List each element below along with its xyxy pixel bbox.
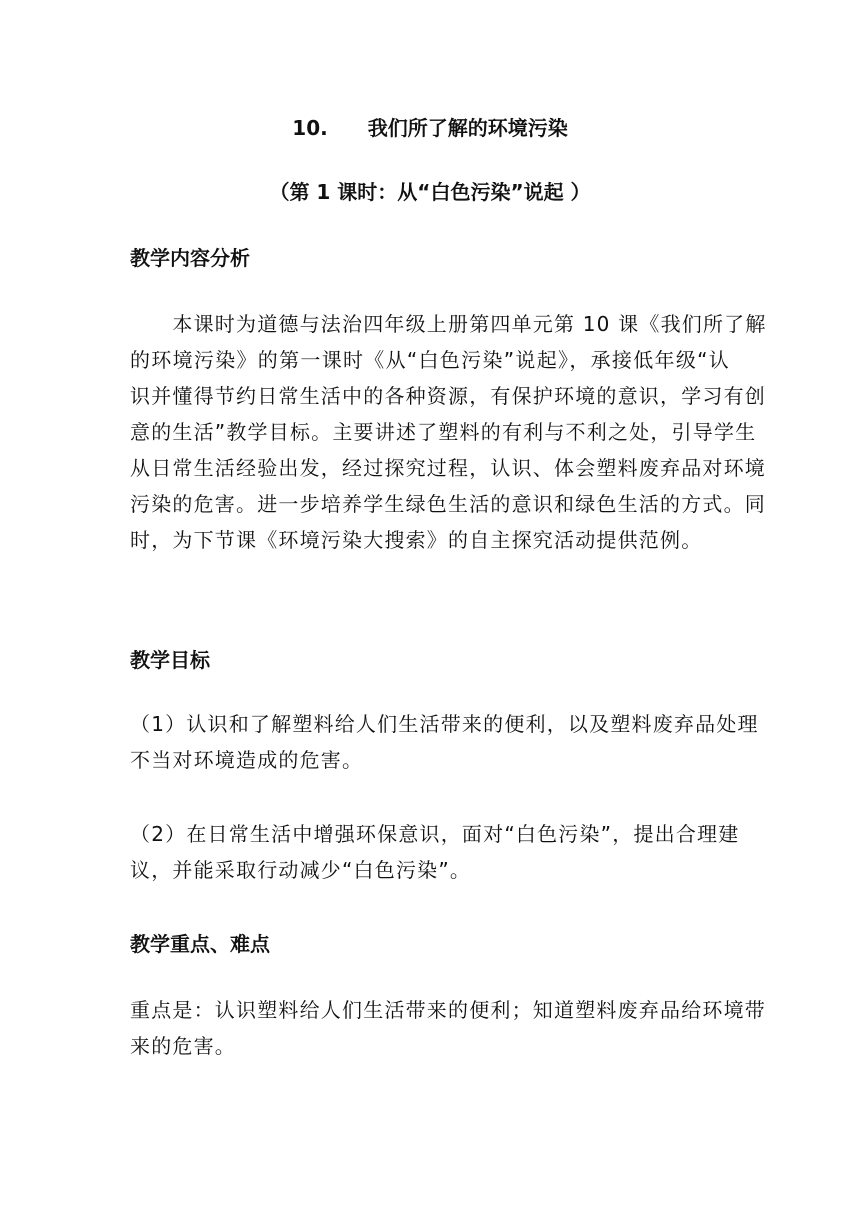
analysis-paragraph xyxy=(130,306,767,558)
keypoints-line: 来的危害。 xyxy=(130,1034,236,1058)
goal-1-line: （1）认识和了解塑料给人们生活带来的便利，以及塑料废弃品处理 xyxy=(130,712,759,736)
keypoints-paragraph xyxy=(130,992,766,1064)
goal-1-line: 不当对环境造成的危害。 xyxy=(130,748,364,772)
analysis-line: 意的生活”教学目标。主要讲述了塑料的有利与不利之处，引导学生 xyxy=(130,420,757,444)
section-heading-analysis: 教学内容分析 xyxy=(130,246,250,270)
lesson-number: 10. xyxy=(292,116,328,140)
analysis-line: 的环境污染》的第一课时《从“白色污染”说起》，承接低年级“认 xyxy=(130,348,730,372)
analysis-line: 识并懂得节约日常生活中的各种资源，有保护环境的意识，学习有创 xyxy=(130,384,766,408)
goal-2-line: 议，并能采取行动减少“白色污染”。 xyxy=(130,858,472,882)
section-heading-goals: 教学目标 xyxy=(130,648,210,672)
lesson-title xyxy=(0,114,860,142)
lesson-title-text: 我们所了解的环境污染 xyxy=(367,116,568,140)
analysis-line: 从日常生活经验出发，经过探究过程，认识、体会塑料废弃品对环境 xyxy=(130,456,766,480)
goal-2-line: （2）在日常生活中增强环保意识，面对“白色污染”，提出合理建 xyxy=(130,822,740,846)
section-heading-keypoints: 教学重点、难点 xyxy=(130,932,270,956)
goal-2-paragraph xyxy=(130,816,740,888)
keypoints-line: 重点是：认识塑料给人们生活带来的便利；知道塑料废弃品给环境带 xyxy=(130,998,766,1022)
goal-1-paragraph xyxy=(130,706,759,778)
analysis-line: 本课时为道德与法治四年级上册第四单元第 10 课《我们所了解 xyxy=(130,312,767,336)
analysis-line: 时，为下节课《环境污染大搜索》的自主探究活动提供范例。 xyxy=(130,528,703,552)
lesson-subtitle: （第 1 课时：从“白色污染”说起 ） xyxy=(269,180,591,204)
analysis-line: 污染的危害。进一步培养学生绿色生活的意识和绿色生活的方式。同 xyxy=(130,492,766,516)
